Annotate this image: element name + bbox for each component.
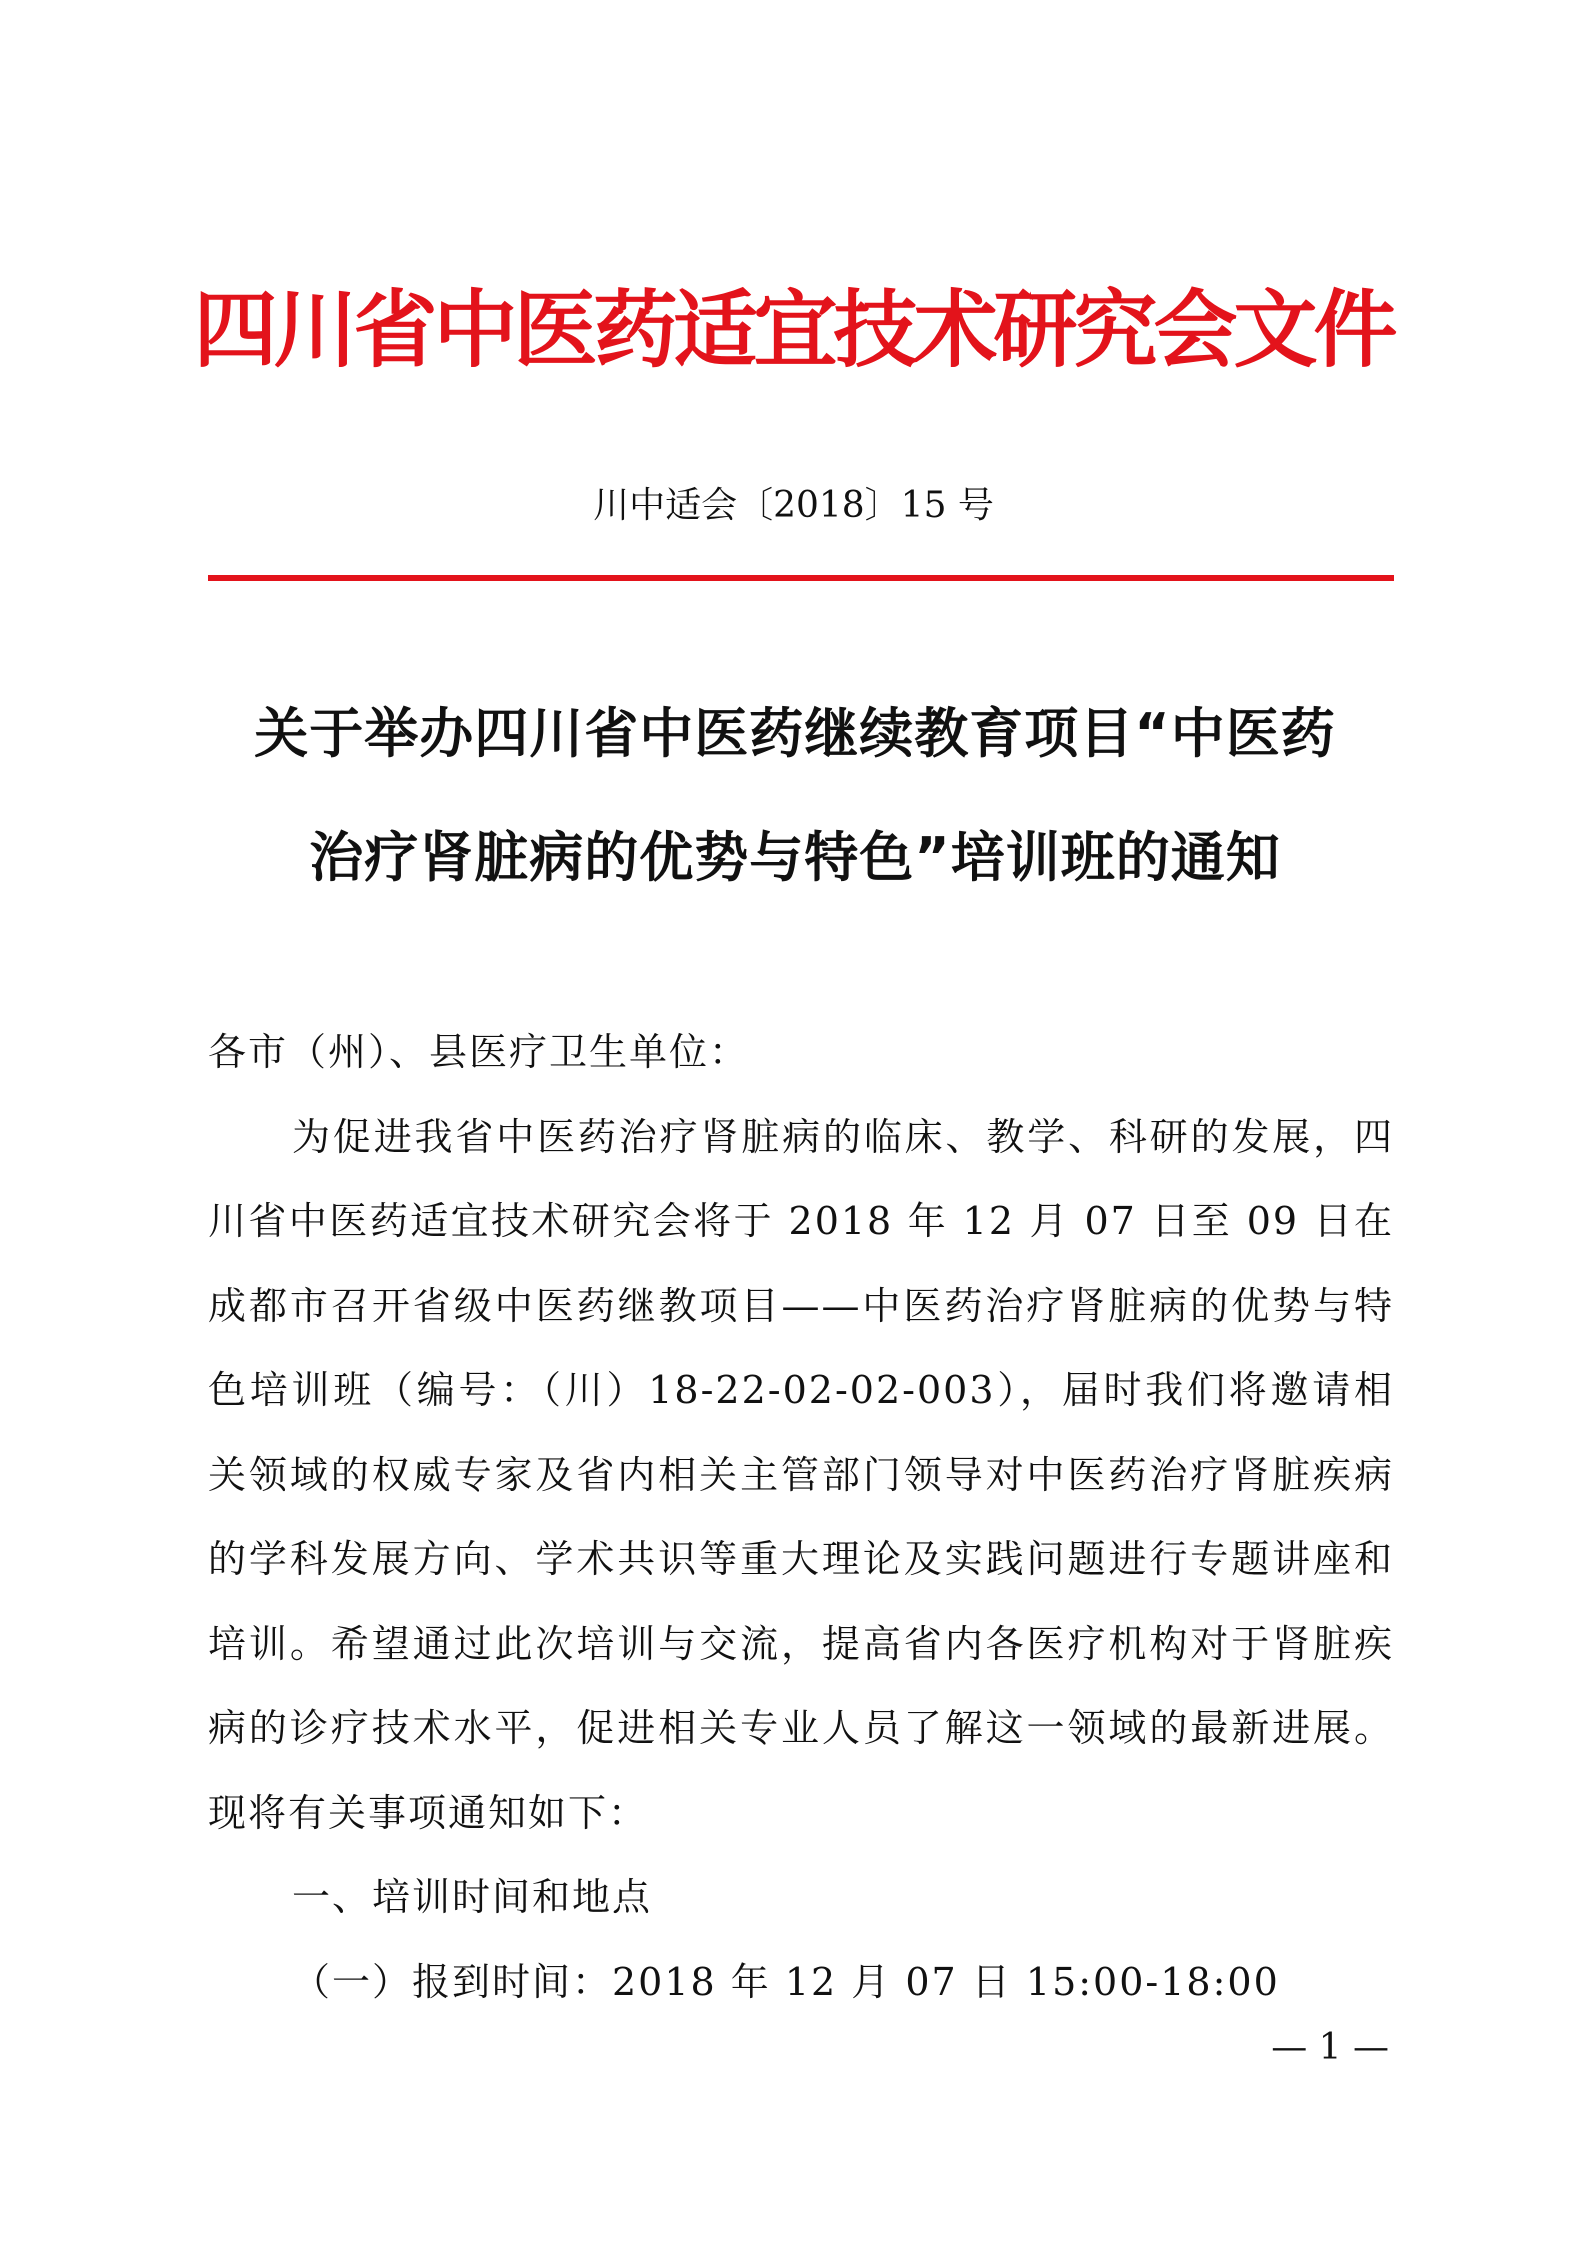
section-heading-1: 一、培训时间和地点 — [292, 1875, 653, 1919]
salutation: 各市（州）、县医疗卫生单位： — [208, 1030, 750, 1074]
document-masthead: 四川省中医药适宜技术研究会文件 — [193, 281, 1394, 379]
notice-title-line-2: 治疗肾脏病的优势与特色”培训班的通知 — [309, 826, 1281, 889]
body-paragraph: 为促进我省中医药治疗肾脏病的临床、教学、科研的发展，四川省中医药适宜技术研究会将于 2018 年 12 月 07 日至 09 日在成都市召开省级中医药继教项目——中医药治疗肾脏病的优势与特色培训班（编号：（川）18-22-02-02-003），届时我们将邀请相关领域的权威专家及省内相关主管部门领导对中医药治疗肾脏疾病的学科发展方向、学术共识等重大理论及实践问题进行专题讲座和培训。希望通过此次培训与交流，提高省内各医疗机构对于肾脏疾病的诊疗技术水平，促进相关专业人员了解这一领域的最新进展。现将有关事项通知如下： — [208, 1114, 1394, 1835]
document-number: 川中适会〔2018〕15 号 — [593, 485, 994, 526]
page-number: — 1 — — [1271, 2027, 1389, 2068]
registration-time-item: （一）报到时间：2018 年 12 月 07 日 15:00-18:00 — [292, 1959, 1280, 2004]
notice-title — [200, 672, 1390, 920]
notice-title-line-1: 关于举办四川省中医药继续教育项目“中医药 — [254, 702, 1336, 765]
notice-body — [208, 1010, 1394, 2024]
red-divider-line — [208, 575, 1394, 581]
